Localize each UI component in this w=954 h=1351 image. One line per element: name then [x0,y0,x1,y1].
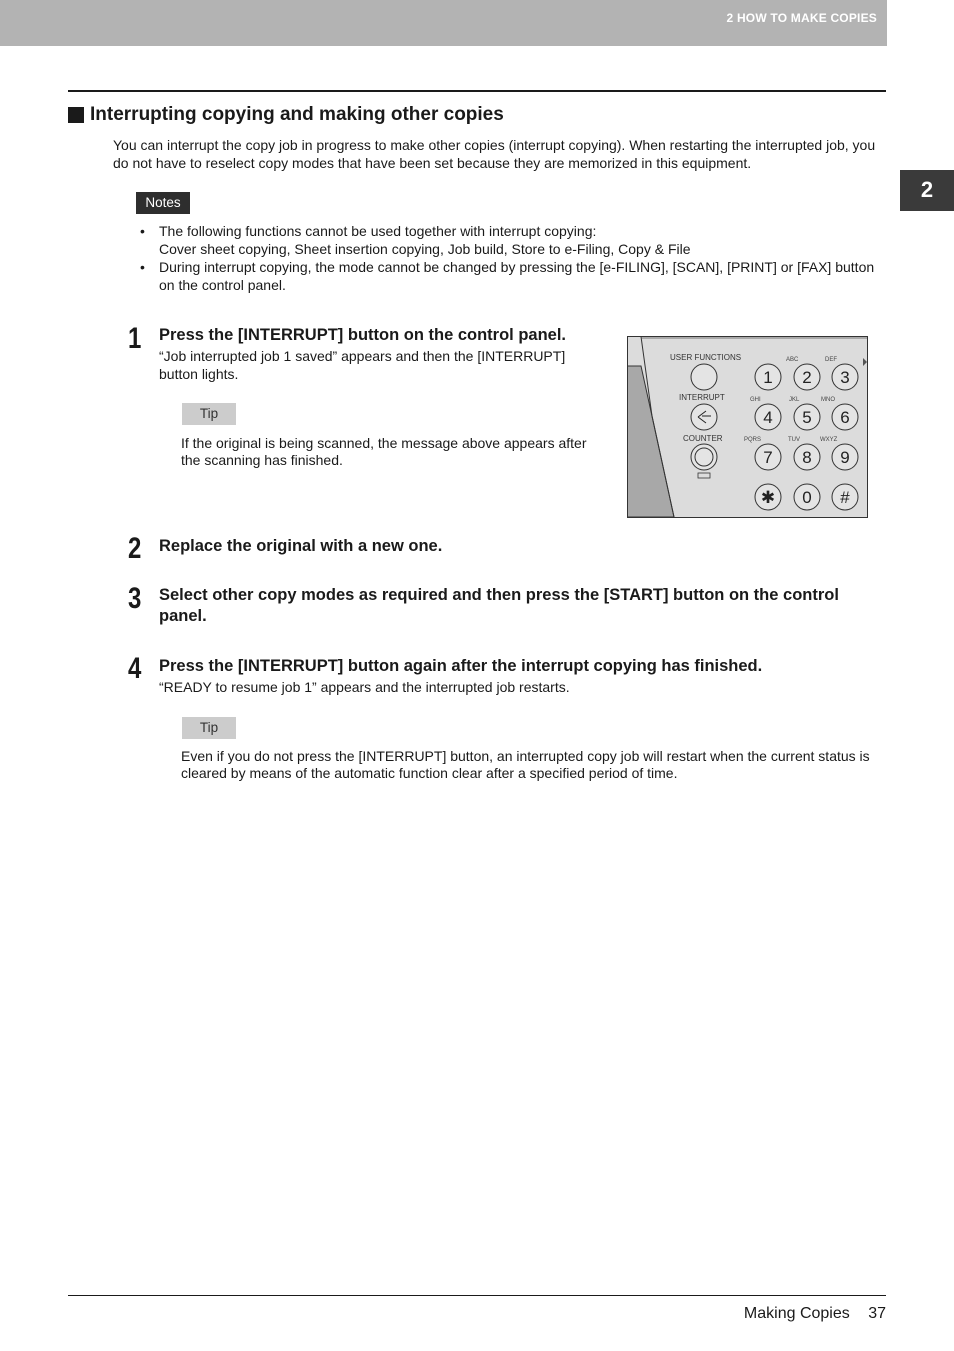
top-rule [68,90,886,92]
keypad-key-label: 5 [802,408,812,427]
keypad-key-label: 7 [763,448,773,467]
step-number: 2 [128,532,142,565]
notes-list [140,222,880,294]
key-letters: ABC [786,357,799,363]
step-heading: Press the [INTERRUPT] button again after the interrupt copying has finished. [159,657,763,675]
step-number: 1 [128,322,142,355]
keypad-key-label: 2 [802,368,812,387]
key-letters: GHI [750,397,761,403]
keypad-key-label: 6 [840,408,850,427]
key-letters: PQRS [744,437,762,443]
section-title [68,104,504,126]
tip-label: Tip [182,717,236,739]
keypad-key-label: 1 [763,368,773,387]
page-footer [730,1305,886,1323]
note-text: During interrupt copying, the mode cannot be changed by pressing the [e-FILING], [SCAN], [PRINT] or [FAX] button on the control panel. [159,259,875,293]
step-description: “READY to resume job 1” appears and the interrupted job restarts. [159,679,570,695]
key-letters: WXYZ [820,437,838,443]
notes-label: Notes [136,192,190,214]
intro-paragraph: You can interrupt the copy job in progress to make other copies (interrupt copying). When restarting the interrupted job, you do not have to reselect copy modes that have been set because they are memorized in this equipment. [113,137,876,171]
keypad-key-label: ✱ [760,488,776,507]
step-heading: Select other copy modes as required and then press the [START] button on the control panel. [159,586,839,625]
step-heading: Press the [INTERRUPT] button on the control panel. [159,326,567,344]
chapter-tab-underline [900,208,954,211]
square-bullet-icon [68,107,84,123]
step-number: 3 [128,582,142,615]
key-letters: DEF [825,357,837,363]
bullet-icon: • [140,223,145,239]
key-letters: TUV [788,437,800,443]
keypad-key-label: 3 [840,368,850,387]
keypad-key-label: 9 [840,448,850,467]
keypad-key-label: 4 [763,408,773,427]
keypad-key-label: 0 [802,488,812,507]
header-bar [0,0,887,46]
tip-text: Even if you do not press the [INTERRUPT] button, an interrupted copy job will restart when the current status is cleared by means of the automatic function clear after a specified period of time. [181,748,870,781]
step-description: “Job interrupted job 1 saved” appears and then the [INTERRUPT] button lights. [159,348,566,382]
key-letters: JKL [789,397,800,403]
note-text: The following functions cannot be used together with interrupt copying: [159,223,597,239]
interrupt-label: INTERRUPT [679,393,725,402]
bullet-icon: • [140,259,145,275]
step-number: 4 [128,652,142,685]
user-functions-label: USER FUNCTIONS [670,353,742,362]
note-item [140,222,880,258]
chapter-title: 2 HOW TO MAKE COPIES [726,11,877,25]
tip-label: Tip [182,403,236,425]
keypad-key-label: 8 [802,448,812,467]
control-panel-illustration [627,336,868,518]
key-letters: MNO [821,397,835,403]
chapter-tab[interactable]: 2 [900,170,954,208]
note-item [140,258,880,294]
bottom-rule [68,1295,886,1296]
note-text: Cover sheet copying, Sheet insertion copying, Job build, Store to e-Filing, Copy & File [159,241,691,257]
section-title-text: Interrupting copying and making other copies [90,104,504,125]
footer-section: Making Copies [743,1305,850,1322]
page-number: 37 [868,1305,886,1322]
counter-label: COUNTER [683,434,723,443]
tip-text: If the original is being scanned, the message above appears after the scanning has finished. [181,435,587,468]
step-heading: Replace the original with a new one. [159,537,443,555]
keypad-key-label: # [840,488,850,507]
